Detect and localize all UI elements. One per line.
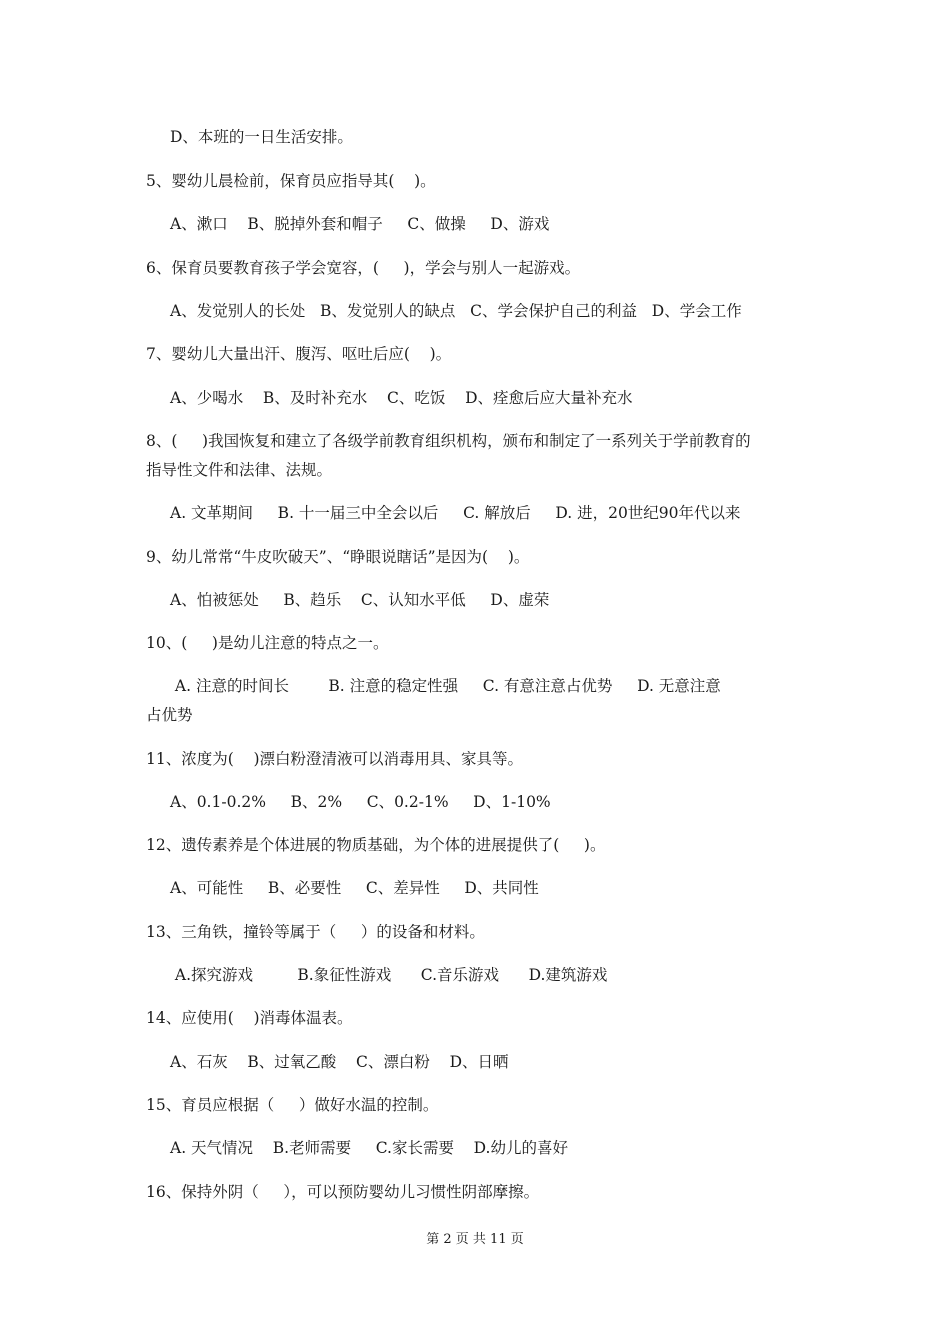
question-12: 12、遗传素养是个体进展的物质基础，为个体的进展提供了( )。 — [146, 836, 606, 854]
page-footer: 第 2 页 共 11 页 — [426, 1232, 524, 1247]
question-6: 6、保育员要教育孩子学会宽容，( )，学会与别人一起游戏。 — [146, 259, 581, 277]
question-10: 10、( )是幼儿注意的特点之一。 — [146, 634, 389, 652]
question-14: 14、应使用( )消毒体温表。 — [146, 1009, 353, 1027]
question-11: 11、浓度为( )漂白粉澄清液可以消毒用具、家具等。 — [146, 750, 524, 768]
options-10-line-1: A. 注意的时间长 B. 注意的稳定性强 C. 有意注意占优势 D. 无意注意 — [170, 677, 721, 695]
question-13: 13、三角铁，撞铃等属于（ ）的设备和材料。 — [146, 923, 485, 941]
options-11: A、0.1-0.2% B、2% C、0.2-1% D、1-10% — [170, 793, 551, 811]
question-15: 15、育员应根据（ ）做好水温的控制。 — [146, 1096, 439, 1114]
options-6: A、发觉别人的长处 B、发觉别人的缺点 C、学会保护自己的利益 D、学会工作 — [170, 302, 742, 320]
question-5: 5、婴幼儿晨检前，保育员应指导其( )。 — [146, 172, 436, 190]
options-14: A、石灰 B、过氧乙酸 C、漂白粉 D、日晒 — [170, 1053, 509, 1071]
options-8: A. 文革期间 B. 十一届三中全会以后 C. 解放后 D. 进，20世纪90年代以来 — [170, 504, 741, 522]
question-9: 9、幼儿常常“牛皮吹破天”、“睁眼说瞎话”是因为( )。 — [146, 548, 530, 566]
options-10-line-2: 占优势 — [146, 706, 193, 724]
options-13: A.探究游戏 B.象征性游戏 C.音乐游戏 D.建筑游戏 — [170, 966, 608, 984]
option-line: D、本班的一日生活安排。 — [170, 128, 353, 146]
question-8-line-2: 指导性文件和法律、法规。 — [146, 461, 333, 479]
options-7: A、少喝水 B、及时补充水 C、吃饭 D、痊愈后应大量补充水 — [170, 389, 633, 407]
options-5: A、漱口 B、脱掉外套和帽子 C、做操 D、游戏 — [170, 215, 550, 233]
question-8-line-1: 8、( )我国恢复和建立了各级学前教育组织机构，颁布和制定了一系列关于学前教育的 — [146, 432, 751, 450]
options-9: A、怕被惩处 B、趋乐 C、认知水平低 D、虚荣 — [170, 591, 550, 609]
options-12: A、可能性 B、必要性 C、差异性 D、共同性 — [170, 879, 539, 897]
question-16: 16、保持外阴（ ），可以预防婴幼儿习惯性阴部摩擦。 — [146, 1183, 540, 1201]
question-7: 7、婴幼儿大量出汗、腹泻、呕吐后应( )。 — [146, 345, 452, 363]
options-15: A. 天气情况 B.老师需要 C.家长需要 D.幼儿的喜好 — [170, 1139, 568, 1157]
